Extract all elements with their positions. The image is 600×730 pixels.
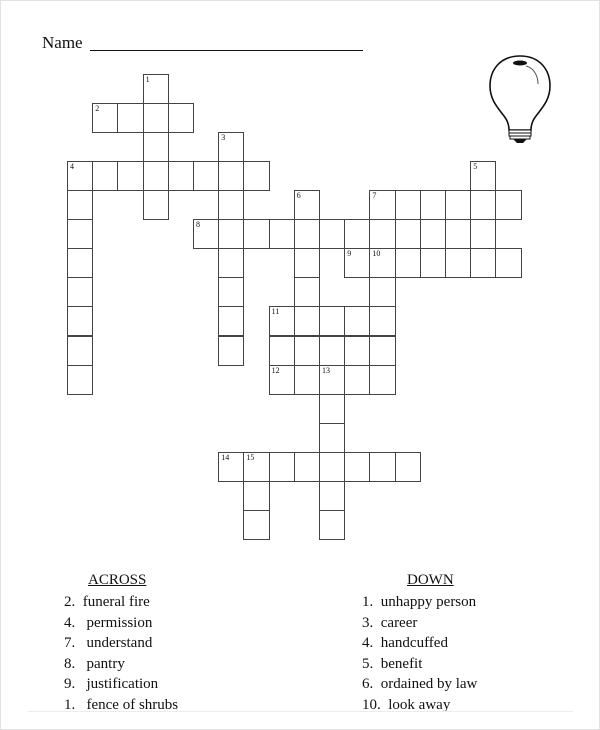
crossword-cell[interactable]	[218, 277, 244, 307]
crossword-cell[interactable]	[395, 452, 421, 482]
down-clue: 3. career	[362, 614, 418, 631]
crossword-cell[interactable]	[193, 161, 219, 191]
crossword-cell[interactable]	[243, 481, 269, 511]
crossword-cell[interactable]	[420, 219, 446, 249]
crossword-cell[interactable]	[344, 336, 370, 366]
crossword-cell[interactable]	[294, 452, 320, 482]
crossword-cell[interactable]	[319, 365, 345, 395]
crossword-cell[interactable]	[269, 306, 295, 336]
crossword-cell[interactable]	[218, 190, 244, 220]
crossword-cell[interactable]	[168, 161, 194, 191]
down-clue-list	[362, 592, 477, 715]
crossword-cell[interactable]	[369, 219, 395, 249]
crossword-cell[interactable]	[319, 481, 345, 511]
crossword-cell[interactable]	[319, 219, 345, 249]
crossword-cell[interactable]	[294, 365, 320, 395]
crossword-cell[interactable]	[344, 306, 370, 336]
down-heading: DOWN	[407, 572, 454, 588]
down-clue: 10. look away	[362, 696, 451, 713]
across-clue: 7. understand	[64, 635, 153, 651]
crossword-cell[interactable]	[470, 248, 496, 278]
crossword-cell[interactable]	[67, 336, 93, 366]
crossword-cell[interactable]	[143, 132, 169, 162]
crossword-cell[interactable]	[168, 103, 194, 133]
crossword-cell[interactable]	[344, 248, 370, 278]
crossword-cell[interactable]	[294, 190, 320, 220]
clue-number: 13	[322, 365, 330, 375]
crossword-cell[interactable]	[294, 336, 320, 366]
down-clue: 1. unhappy person	[362, 594, 477, 610]
divider	[28, 711, 573, 712]
crossword-cell[interactable]	[319, 510, 345, 540]
crossword-cell[interactable]	[369, 277, 395, 307]
clue-number: 6	[296, 191, 301, 201]
crossword-cell[interactable]	[369, 365, 395, 395]
across-clue: 4. permission	[64, 614, 153, 631]
crossword-cell[interactable]	[470, 219, 496, 249]
clue-number: 12	[271, 365, 280, 375]
crossword-cell[interactable]	[269, 452, 295, 482]
clue-number: 8	[196, 220, 200, 230]
across-clue: 9. justification	[64, 676, 159, 692]
clue-number: 4	[70, 162, 74, 172]
crossword-cell[interactable]	[243, 452, 269, 482]
crossword-cell[interactable]	[445, 190, 471, 220]
crossword-cell[interactable]	[495, 248, 521, 278]
across-clue: 8. pantry	[64, 655, 125, 672]
crossword-cell[interactable]	[470, 161, 496, 191]
crossword-cell[interactable]	[495, 190, 521, 220]
down-clue: 5. benefit	[362, 655, 423, 672]
crossword-cell[interactable]	[269, 219, 295, 249]
crossword-cell[interactable]	[92, 103, 118, 133]
crossword-cell[interactable]	[269, 336, 295, 366]
crossword-cell[interactable]	[420, 190, 446, 220]
crossword-cell[interactable]	[344, 452, 370, 482]
crossword-cell[interactable]	[294, 277, 320, 307]
crossword-cell[interactable]	[294, 219, 320, 249]
clue-number: 15	[246, 452, 255, 462]
down-clue: 6. ordained by law	[362, 676, 478, 692]
clue-number: 1	[145, 75, 150, 85]
crossword-cell[interactable]	[218, 336, 244, 366]
crossword-cell[interactable]	[294, 248, 320, 278]
crossword-cell[interactable]	[92, 161, 118, 191]
across-clue-list	[64, 592, 178, 715]
across-clue: 2. funeral fire	[64, 594, 150, 610]
clue-number: 5	[473, 162, 478, 172]
lightbulb-icon	[488, 54, 552, 146]
name-label: Name	[42, 33, 83, 52]
clue-number: 10	[372, 249, 381, 259]
crossword-cell[interactable]	[243, 161, 269, 191]
crossword-cell[interactable]	[294, 306, 320, 336]
crossword-cell[interactable]	[319, 306, 345, 336]
crossword-cell[interactable]	[143, 74, 169, 104]
crossword-cell[interactable]	[67, 161, 93, 191]
crossword-cell[interactable]	[243, 510, 269, 540]
crossword-cell[interactable]	[319, 394, 345, 424]
crossword-cell[interactable]	[143, 103, 169, 133]
crossword-cell[interactable]	[344, 219, 370, 249]
clue-number: 7	[372, 191, 377, 201]
crossword-cell[interactable]	[369, 248, 395, 278]
crossword-cell[interactable]	[218, 161, 244, 191]
crossword-cell[interactable]	[369, 306, 395, 336]
crossword-cell[interactable]	[67, 306, 93, 336]
crossword-cell[interactable]	[319, 336, 345, 366]
crossword-cell[interactable]	[193, 219, 219, 249]
crossword-cell[interactable]	[369, 190, 395, 220]
crossword-cell[interactable]	[67, 190, 93, 220]
crossword-cell[interactable]	[319, 452, 345, 482]
crossword-cell[interactable]	[445, 248, 471, 278]
crossword-cell[interactable]	[143, 190, 169, 220]
clue-number: 3	[221, 133, 226, 143]
crossword-cell[interactable]	[117, 161, 143, 191]
crossword-cell[interactable]	[395, 219, 421, 249]
clue-number: 14	[221, 452, 230, 462]
crossword-cell[interactable]	[395, 190, 421, 220]
crossword-cell[interactable]	[218, 306, 244, 336]
crossword-cell[interactable]	[470, 190, 496, 220]
crossword-cell[interactable]	[117, 103, 143, 133]
crossword-cell[interactable]	[218, 132, 244, 162]
crossword-cell[interactable]	[218, 452, 244, 482]
crossword-cell[interactable]	[319, 423, 345, 453]
clue-number: 11	[271, 307, 280, 317]
crossword-cell[interactable]	[67, 248, 93, 278]
across-clue: 1. fence of shrubs	[64, 696, 179, 713]
crossword-cell[interactable]	[369, 336, 395, 366]
clue-number: 9	[347, 249, 352, 259]
across-heading: ACROSS	[88, 572, 147, 588]
crossword-cell[interactable]	[445, 219, 471, 249]
crossword-cell[interactable]	[395, 248, 421, 278]
clue-number: 2	[95, 104, 100, 114]
crossword-cell[interactable]	[269, 365, 295, 395]
down-clue: 4. handcuffed	[362, 635, 448, 651]
crossword-cell[interactable]	[218, 248, 244, 278]
crossword-cell[interactable]	[420, 248, 446, 278]
crossword-cell[interactable]	[243, 219, 269, 249]
crossword-cell[interactable]	[143, 161, 169, 191]
crossword-cell[interactable]	[67, 365, 93, 395]
crossword-cell[interactable]	[344, 365, 370, 395]
crossword-cell[interactable]	[369, 452, 395, 482]
crossword-cell[interactable]	[67, 219, 93, 249]
crossword-cell[interactable]	[218, 219, 244, 249]
crossword-cell[interactable]	[67, 277, 93, 307]
